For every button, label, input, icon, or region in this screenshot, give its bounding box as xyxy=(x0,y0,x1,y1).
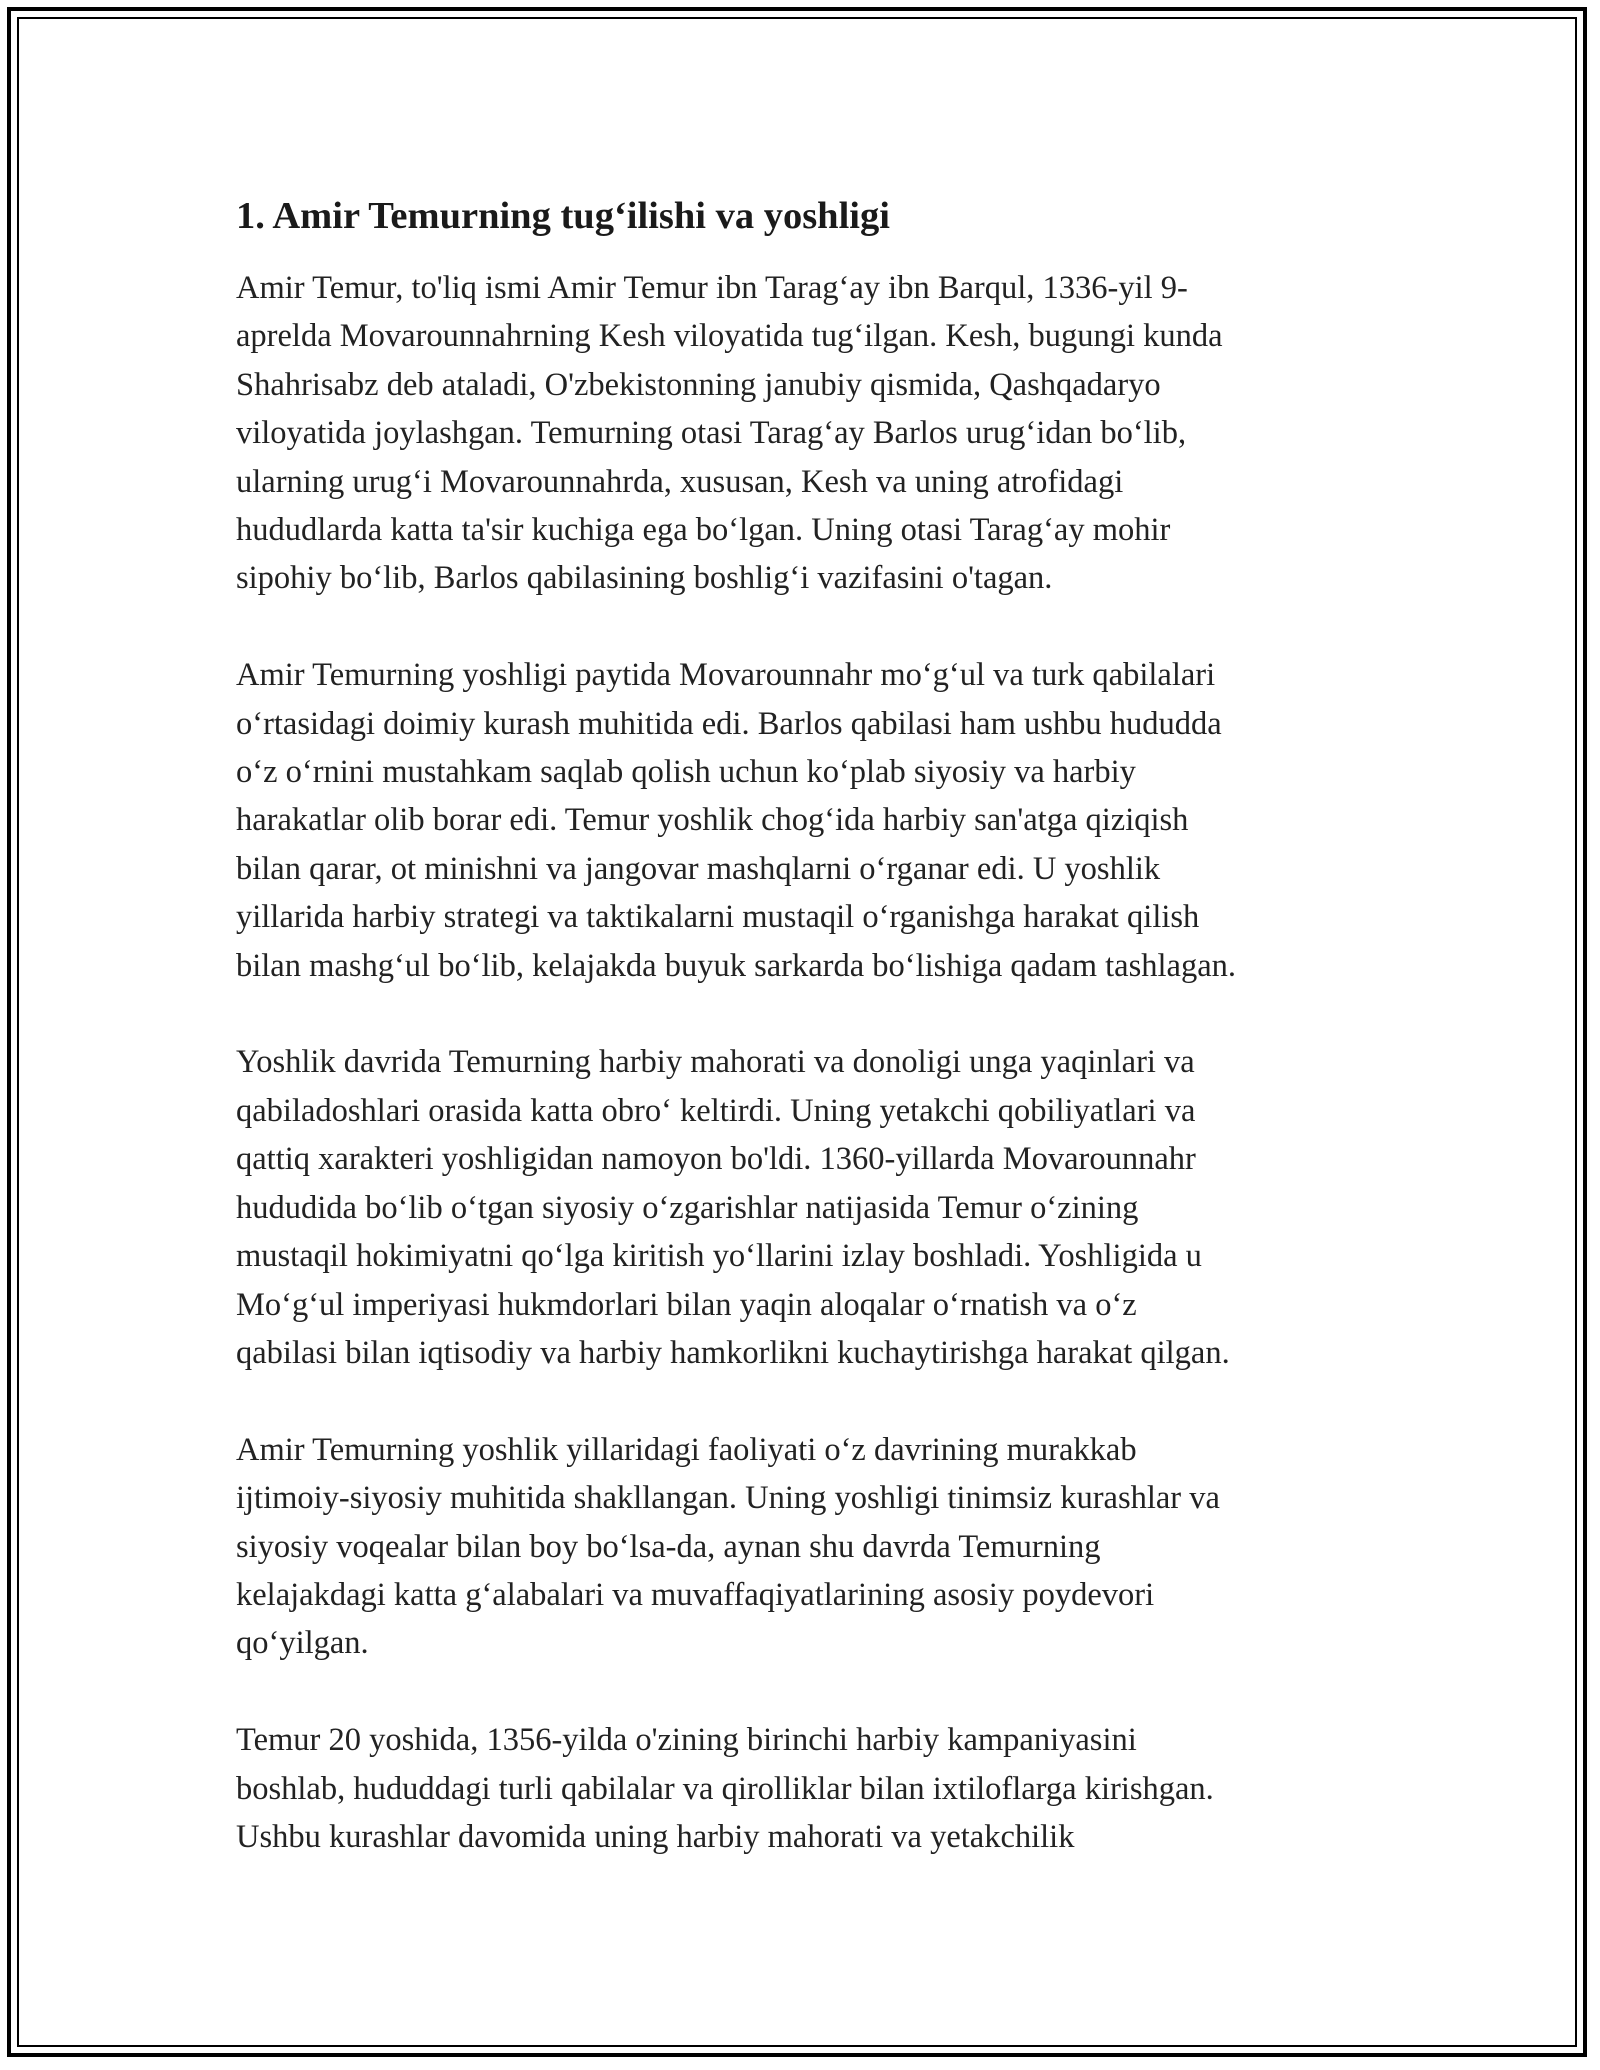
text-line: Yoshlik davrida Temurning harbiy mahorati va donoligi unga yaqinlari va xyxy=(236,1044,1195,1081)
text-line: ularning urug‘i Movarounnahrda, xususan, Kesh va uning atrofidagi xyxy=(236,463,1124,500)
text-line: yillarida harbiy strategi va taktikalarni mustaqil o‘rganishga harakat qilish xyxy=(236,899,1200,936)
text-line: bilan qarar, ot minishni va jangovar mashqlarni o‘rganar edi. U yoshlik xyxy=(236,850,1161,887)
text-line: Amir Temur, to'liq ismi Amir Temur ibn Tarag‘ay ibn Barqul, 1336-yil 9- xyxy=(236,270,1188,306)
paragraph-context xyxy=(236,1426,1396,1668)
text-line: kelajakdagi katta g‘alabalari va muvaffaqiyatlarining asosiy poydevori xyxy=(236,1576,1155,1613)
paragraph-youth xyxy=(236,651,1396,990)
document-body xyxy=(236,188,1396,1861)
text-line: o‘z o‘rnini mustahkam saqlab qolish uchun ko‘plab siyosiy va harbiy xyxy=(236,754,1136,791)
text-line: bilan mashg‘ul bo‘lib, kelajakda buyuk sarkarda bo‘lishiga qadam tashlagan. xyxy=(236,947,1236,984)
text-line: mustaqil hokimiyatni qo‘lga kiritish yo‘llarini izlay boshladi. Yoshligida u xyxy=(236,1238,1202,1275)
text-line: Amir Temurning yoshlik yillaridagi faoliyati o‘z davrining murakkab xyxy=(236,1431,1137,1468)
text-line: Shahrisabz deb ataladi, O'zbekistonning janubiy qismida, Qashqadaryo xyxy=(236,366,1161,403)
text-line: qabilasi bilan iqtisodiy va harbiy hamkorlikni kuchaytirishga harakat qilgan. xyxy=(236,1334,1230,1371)
text-line: Mo‘g‘ul imperiyasi hukmdorlari bilan yaqin aloqalar o‘rnatish va o‘z xyxy=(236,1286,1137,1323)
text-line: o‘rtasidagi doimiy kurash muhitida edi. Barlos qabilasi ham ushbu hududda xyxy=(236,705,1222,742)
text-line: qo‘yilgan. xyxy=(236,1625,369,1662)
text-line: hududida bo‘lib o‘tgan siyosiy o‘zgarishlar natijasida Temur o‘zining xyxy=(236,1189,1139,1226)
text-line: Ushbu kurashlar davomida uning harbiy mahorati va yetakchilik xyxy=(236,1818,1075,1855)
text-line: ijtimoiy-siyosiy muhitida shakllangan. Uning yoshligi tinimsiz kurashlar va xyxy=(236,1480,1220,1517)
paragraph-first-campaign xyxy=(236,1716,1396,1861)
text-line: siyosiy voqealar bilan boy bo‘lsa-da, aynan shu davrda Temurning xyxy=(236,1528,1101,1565)
text-line: viloyatida joylashgan. Temurning otasi Tarag‘ay Barlos urug‘idan bo‘lib, xyxy=(236,415,1187,452)
text-line: sipohiy bo‘lib, Barlos qabilasining boshlig‘i vazifasini o'tagan. xyxy=(236,560,1053,597)
text-line: boshlab, hududdagi turli qabilalar va qirolliklar bilan ixtiloflarga kirishgan. xyxy=(236,1770,1214,1807)
text-line: qattiq xarakteri yoshligidan namoyon bo'ldi. 1360-yillarda Movarounnahr xyxy=(236,1141,1196,1178)
text-line: hududlarda katta ta'sir kuchiga ega bo‘lgan. Uning otasi Tarag‘ay mohir xyxy=(236,512,1171,549)
text-line: qabiladoshlari orasida katta obro‘ keltirdi. Uning yetakchi qobiliyatlari va xyxy=(236,1092,1196,1129)
paragraph-birth xyxy=(236,264,1396,603)
paragraph-leadership xyxy=(236,1038,1396,1377)
text-line: Temur 20 yoshida, 1356-yilda o'zining birinchi harbiy kampaniyasini xyxy=(236,1722,1137,1759)
text-line: aprelda Movarounnahrning Kesh viloyatida tug‘ilgan. Kesh, bugungi kunda xyxy=(236,318,1223,355)
text-line: Amir Temurning yoshligi paytida Movarounnahr mo‘g‘ul va turk qabilalari xyxy=(236,657,1216,694)
text-line: harakatlar olib borar edi. Temur yoshlik chog‘ida harbiy san'atga qiziqish xyxy=(236,802,1189,839)
section-heading: 1. Amir Temurning tug‘ilishi va yoshligi xyxy=(236,195,890,237)
